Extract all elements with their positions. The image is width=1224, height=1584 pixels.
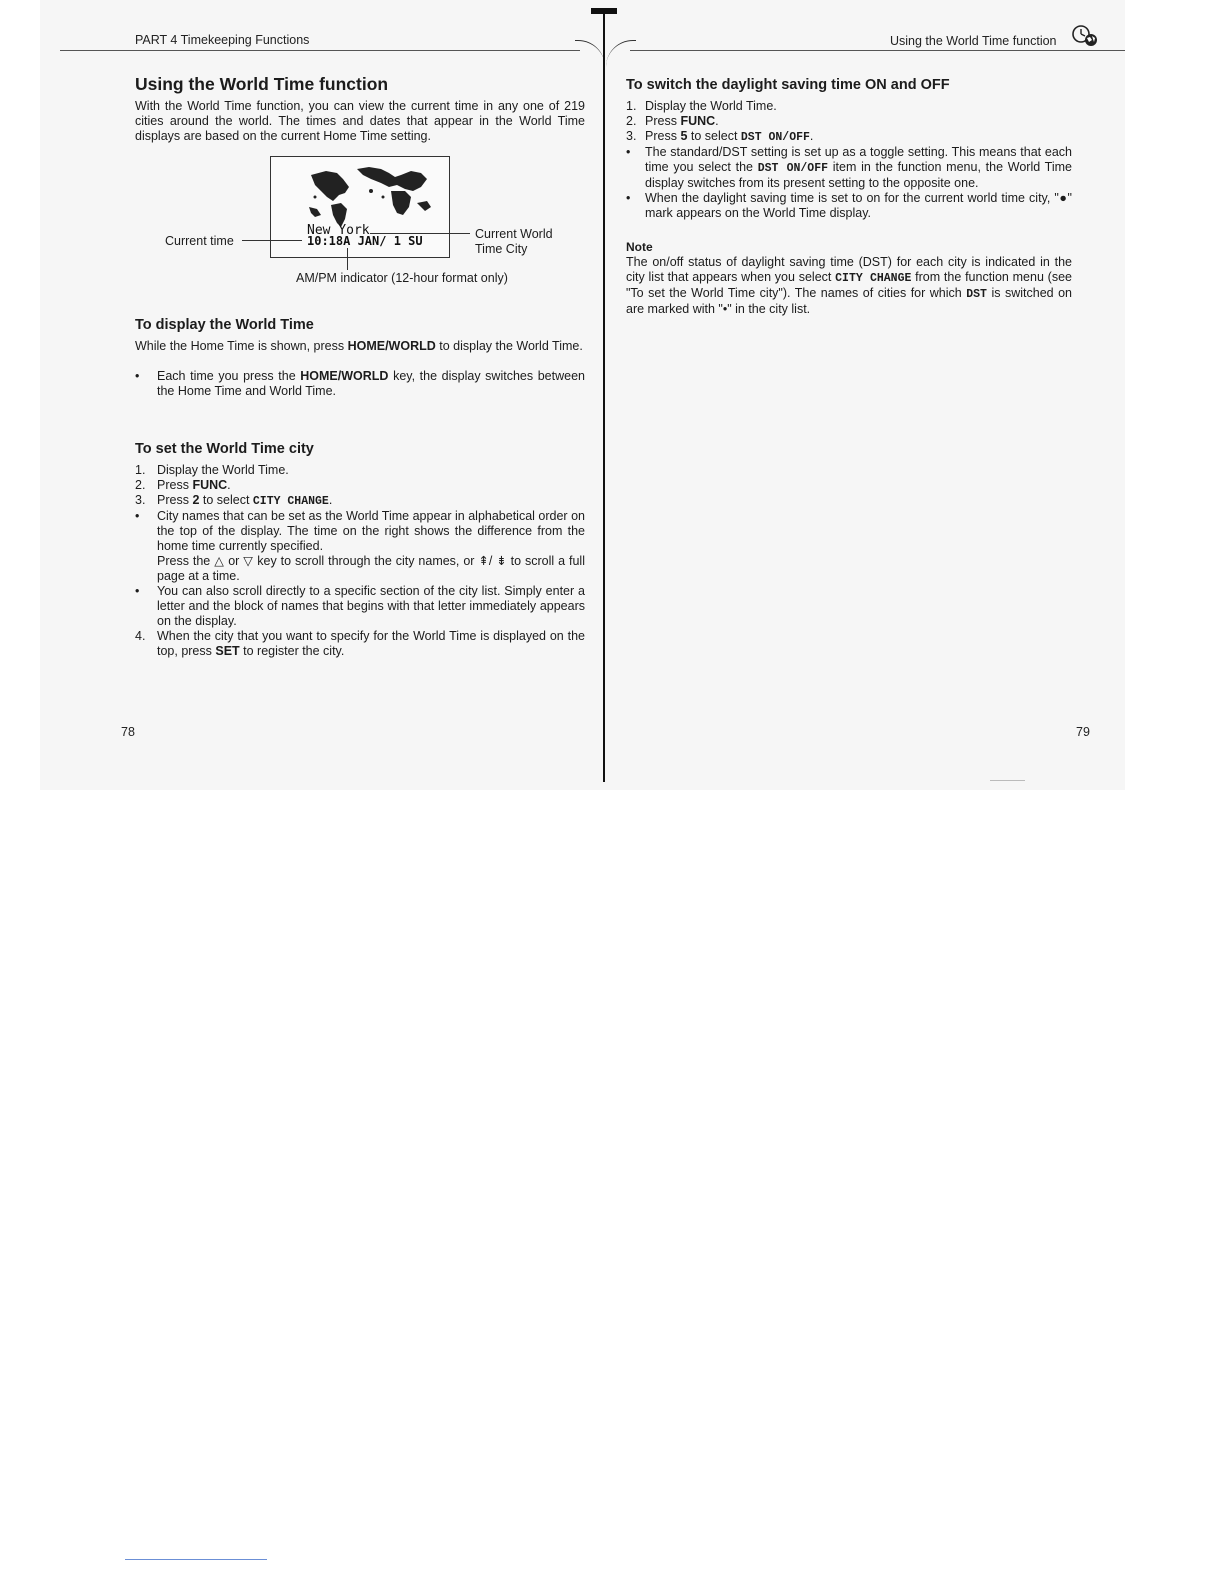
city-step-1: 1. Display the World Time.: [135, 463, 289, 477]
city-step-3: 3. Press 2 to select CITY CHANGE.: [135, 493, 333, 508]
city-bullet-1: • City names that can be set as the World Time appear in alphabetical order on the top of the display. The time on the right shows the difference from the home time currently specified. Press the △ or ▽ key to scroll through the city names, or ⇞/ ⇟ to scroll a full page at a time.: [135, 509, 585, 583]
dst-heading: To switch the daylight saving time ON and OFF: [626, 77, 950, 93]
lcd-screen-figure: [270, 156, 450, 258]
label-ampm-indicator: AM/PM indicator (12-hour format only): [296, 271, 508, 285]
lcd-time-date: 10:18A JAN/ 1 SU: [307, 234, 423, 248]
leader-ampm: [347, 248, 348, 270]
city-step-4: 4. When the city that you want to specify for the World Time is displayed on the top, press SET to register the city.: [135, 629, 585, 658]
note-paragraph: The on/off status of daylight saving time (DST) for each city is indicated in the city list that appears when you select CITY CHANGE from the function menu (see "To set the World Time city"). The names of cities for which DST is switched on are marked with "•" in the city list.: [626, 255, 1072, 316]
binding-spine: [603, 14, 605, 782]
note-block: [626, 240, 1072, 317]
dst-step-3: 3. Press 5 to select DST ON/OFF.: [626, 129, 814, 144]
right-header-rule: [630, 50, 1125, 51]
leader-current-time: [242, 240, 302, 241]
label-current-world-city: Current World Time City: [475, 227, 553, 256]
display-heading: To display the World Time: [135, 317, 314, 333]
dst-bullet-2: • When the daylight saving time is set to on for the current world time city, "●" mark appears on the World Time display.: [626, 191, 1072, 220]
page-title: Using the World Time function: [135, 74, 389, 94]
left-page-number: 78: [121, 725, 135, 739]
display-paragraph: While the Home Time is shown, press HOME/WORLD to display the World Time.: [135, 339, 583, 353]
dst-bullet-1: • The standard/DST setting is set up as a toggle setting. This means that each time you select the DST ON/OFF item in the function menu, the World Time display switches from its present setting to the opposite one.: [626, 145, 1072, 190]
left-running-header: PART 4 Timekeeping Functions: [135, 33, 310, 47]
dst-section: [626, 76, 1072, 317]
world-clock-icon: [1071, 24, 1099, 48]
city-heading: To set the World Time city: [135, 441, 314, 457]
scan-artifact-line: [990, 780, 1025, 781]
left-page-body: [135, 74, 585, 144]
dst-step-1: 1. Display the World Time.: [626, 99, 777, 113]
set-city-section: [135, 440, 585, 659]
city-bullet-2: • You can also scroll directly to a specific section of the city list. Simply enter a letter and the block of names that begins with that letter immediately appears on the display.: [135, 584, 585, 628]
city-step-2: 2. Press FUNC.: [135, 478, 231, 492]
display-bullet: • Each time you press the HOME/WORLD key, the display switches between the Home Time and World Time.: [135, 369, 585, 398]
dst-step-2: 2. Press FUNC.: [626, 114, 719, 128]
lcd-city-name: New York: [307, 223, 370, 238]
right-running-header: Using the World Time function: [890, 34, 1057, 48]
leader-world-city: [370, 233, 470, 234]
home-world-key: HOME/WORLD: [347, 339, 436, 353]
display-world-time-section: [135, 316, 585, 399]
right-page-number: 79: [1076, 725, 1090, 739]
label-current-time: Current time: [165, 234, 234, 248]
intro-paragraph: With the World Time function, you can view the current time in any one of 219 cities around the world. The times and dates that appear in the World Time displays are based on the current Home Time setting.: [135, 99, 585, 143]
note-label: Note: [626, 240, 653, 254]
footer-link-rule: [125, 1559, 267, 1560]
left-header-rule: [60, 50, 580, 51]
